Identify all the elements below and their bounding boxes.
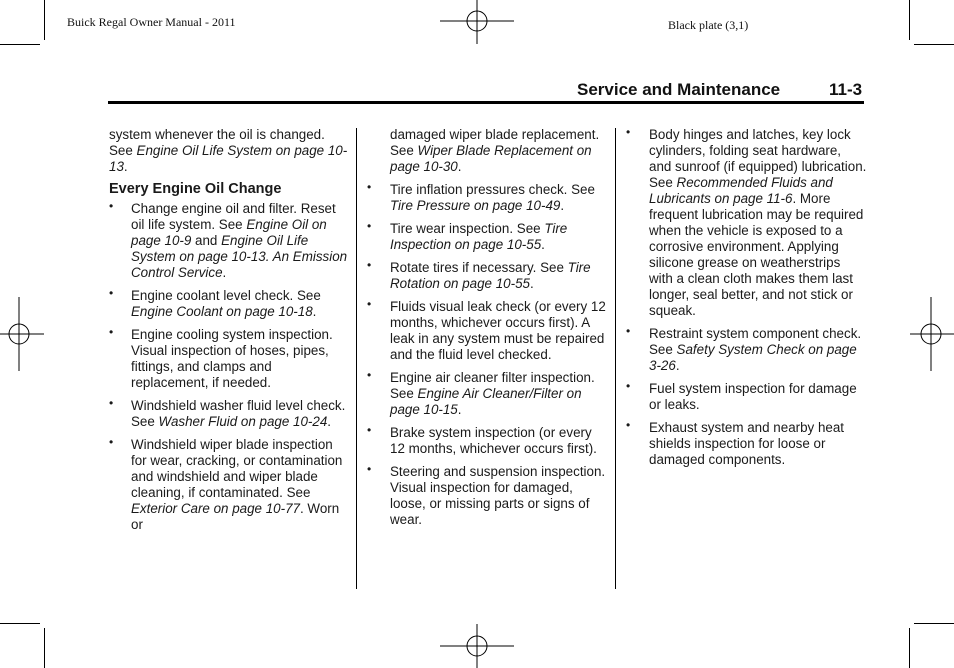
- subsection-title: Every Engine Oil Change: [109, 181, 282, 197]
- checklist: [367, 180, 608, 528]
- crop-mark: [44, 0, 45, 40]
- bullet-icon: •: [367, 258, 372, 272]
- bullet-icon: •: [367, 219, 372, 233]
- crop-mark: [909, 628, 910, 668]
- registration-crosshair-top: [440, 0, 514, 44]
- cross-reference[interactable]: Tire Pressure on page 10-49: [390, 198, 561, 213]
- column-3: [626, 125, 867, 475]
- list-item: • Tire inflation pressures check. See Tire Pressure on page 10-49.: [367, 180, 595, 213]
- cross-reference[interactable]: Washer Fluid on page 10-24: [158, 414, 328, 429]
- header-rule: [108, 101, 864, 104]
- crop-mark: [914, 44, 954, 45]
- plate-meta: Black plate (3,1): [668, 18, 749, 32]
- bullet-icon: •: [109, 325, 114, 339]
- bullet-icon: •: [367, 180, 372, 194]
- cross-reference[interactable]: Engine Oil Life System on page 10-13: [109, 143, 348, 174]
- column-divider: [356, 128, 357, 589]
- list-item: • Change engine oil and filter. Reset oil life system. See Engine Oil on page 10-9 and Engine Oil Life System on page 10-13. An Emission Control Service.: [109, 199, 348, 280]
- cross-reference[interactable]: Exterior Care on page 10-77: [131, 501, 300, 516]
- list-item: • Engine cooling system inspection. Visual inspection of hoses, pipes, fittings, and clamps and replacement, if needed.: [109, 325, 333, 390]
- bullet-icon: •: [109, 396, 114, 410]
- list-item: • Exhaust system and nearby heat shields inspection for loose or damaged components.: [626, 418, 845, 467]
- list-item: • Restraint system component check. See Safety System Check on page 3-26.: [626, 324, 862, 373]
- cross-reference[interactable]: Engine Oil Life System on page 10-13. An Emission Control Service: [131, 233, 348, 280]
- column-2: [367, 127, 608, 535]
- list-item: • Engine air cleaner filter inspection. See Engine Air Cleaner/Filter on page 10-15.: [367, 368, 595, 417]
- registration-crosshair-bottom: [440, 624, 514, 668]
- list-item: • Rotate tires if necessary. See Tire Rotation on page 10-55.: [367, 258, 591, 291]
- bullet-icon: •: [109, 286, 114, 300]
- list-item: • Brake system inspection (or every 12 months, whichever occurs first).: [367, 423, 597, 456]
- checklist: [109, 201, 349, 533]
- bullet-icon: •: [367, 423, 372, 437]
- cross-reference[interactable]: Engine Oil on page 10-9: [131, 217, 327, 248]
- bullet-icon: •: [367, 368, 372, 382]
- bullet-icon: •: [109, 199, 114, 213]
- bullet-icon: •: [109, 435, 114, 449]
- continued-paragraph: damaged wiper blade replacement. See Wiper Blade Replacement on page 10-30.: [390, 127, 600, 174]
- bullet-icon: •: [626, 379, 631, 393]
- bullet-icon: •: [626, 324, 631, 338]
- bullet-icon: •: [367, 297, 372, 311]
- crop-mark: [0, 623, 40, 624]
- crop-mark: [44, 628, 45, 668]
- cross-reference[interactable]: Engine Coolant on page 10-18: [131, 304, 313, 319]
- crop-mark: [909, 0, 910, 40]
- list-item: • Fuel system inspection for damage or leaks.: [626, 379, 857, 412]
- manual-title-meta: Buick Regal Owner Manual - 2011: [67, 15, 236, 29]
- list-item: • Body hinges and latches, key lock cylinders, folding seat hardware, and sunroof (if equipped) lubrication. See Recommended Fluids and Lubricants on page 11-6. More frequent lubrication may be required when the vehicle is exposed to a corrosive environment. Applying silicone grease on weatherstrips with a clean cloth makes them last longer, seal better, and not stick or squeak.: [626, 125, 867, 318]
- column-divider: [615, 128, 616, 589]
- list-item: • Windshield wiper blade inspection for wear, cracking, or contamination and windshield and wiper blade cleaning, if contaminated. See Exterior Care on page 10-77. Worn or: [109, 435, 343, 532]
- intro-text-end: .: [123, 159, 128, 174]
- cross-reference[interactable]: Safety System Check on page 3-26: [649, 342, 857, 373]
- list-item: • Tire wear inspection. See Tire Inspection on page 10-55.: [367, 219, 568, 252]
- list-item: • Windshield washer fluid level check. See Washer Fluid on page 10-24.: [109, 396, 346, 429]
- cross-reference[interactable]: Engine Air Cleaner/Filter on page 10-15: [390, 386, 582, 417]
- column-1: [109, 127, 349, 540]
- section-title: Service and Maintenance: [577, 80, 781, 99]
- checklist: [626, 125, 867, 468]
- crop-mark: [0, 44, 40, 45]
- cross-reference[interactable]: Wiper Blade Replacement on page 10-30: [390, 143, 592, 174]
- cross-reference[interactable]: Recommended Fluids and Lubricants on page 11-6: [649, 175, 833, 206]
- list-item: • Engine coolant level check. See Engine Coolant on page 10-18.: [109, 286, 321, 319]
- cross-reference[interactable]: Tire Inspection on page 10-55: [390, 221, 568, 252]
- bullet-icon: •: [626, 125, 631, 139]
- registration-crosshair-left: [0, 297, 44, 371]
- bullet-icon: •: [626, 418, 631, 432]
- intro-paragraph: [109, 127, 349, 175]
- registration-crosshair-right: [910, 297, 954, 371]
- bullet-icon: •: [367, 462, 372, 476]
- cross-reference[interactable]: Tire Rotation on page 10-55: [390, 260, 591, 291]
- page-number: 11-3: [829, 80, 863, 99]
- list-item: • Fluids visual leak check (or every 12 months, whichever occurs first). A leak in any system must be repaired and the fluid level checked.: [367, 297, 606, 362]
- list-item: • Steering and suspension inspection. Visual inspection for damaged, loose, or missing parts or signs of wear.: [367, 462, 606, 527]
- intro-text: system whenever the oil is changed. See: [109, 127, 325, 158]
- crop-mark: [914, 623, 954, 624]
